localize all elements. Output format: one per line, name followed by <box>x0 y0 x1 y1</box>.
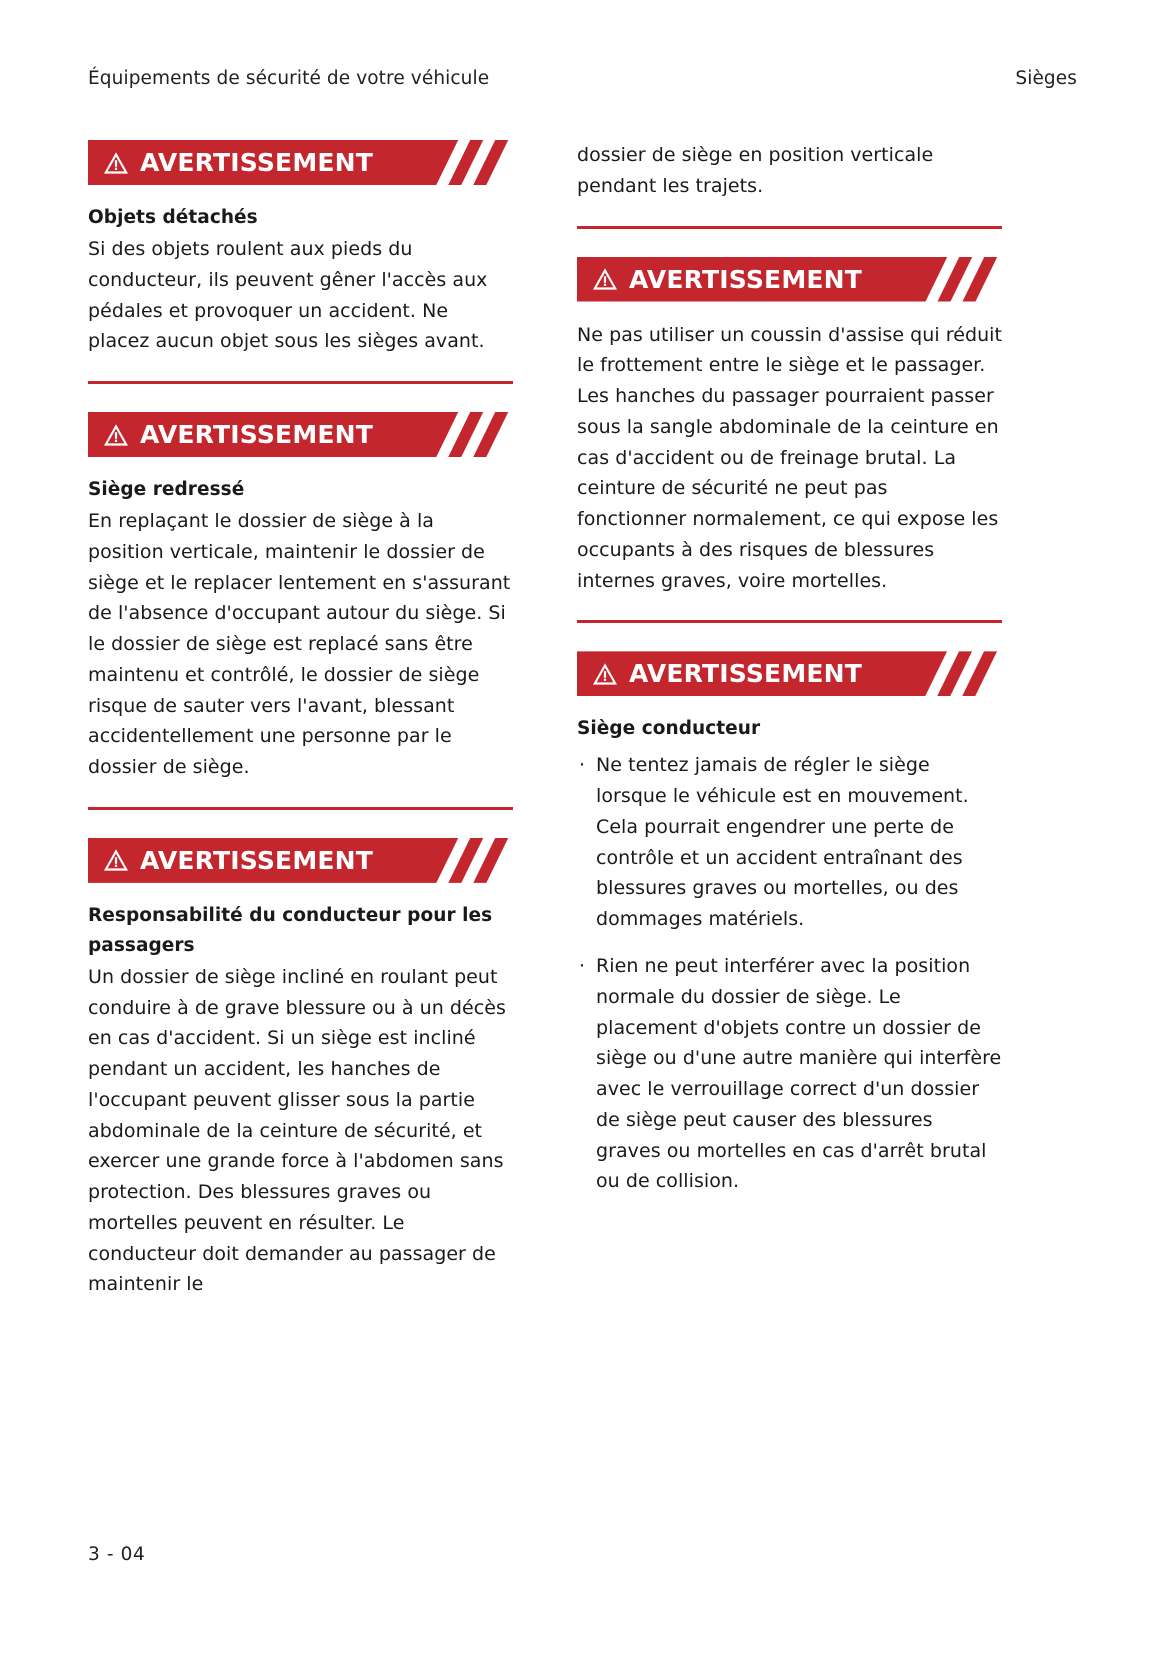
warning-banner <box>88 140 513 185</box>
section-divider <box>577 226 1002 229</box>
warning-banner-content <box>88 838 513 883</box>
warning-banner <box>577 651 1002 696</box>
warning-bullet-list <box>577 750 1002 1197</box>
running-header <box>88 68 1077 89</box>
warning-triangle-icon <box>592 662 618 686</box>
warning-triangle-icon <box>103 423 129 447</box>
warning-section-responsabilite-conducteur <box>88 838 513 1300</box>
warning-banner <box>88 838 513 883</box>
warning-subheading: Siège conducteur <box>577 718 761 740</box>
warning-section-coussin-assise <box>577 257 1002 597</box>
warning-body-text: En replaçant le dossier de siège à la position verticale, maintenir le dossier de siège et le replacer lentement en s'assurant de l'absence d'occupant autour du siège. Si le dossier de siège est replacé sans être maintenu et contrôlé, le dossier de siège risque de sauter vers l'avant, blessant accidentellement une personne par le dossier de siège. <box>88 510 511 779</box>
bullet-marker-icon: · <box>579 754 586 777</box>
warning-banner-label: AVERTISSEMENT <box>140 420 374 450</box>
list-item <box>577 750 1002 935</box>
warning-banner-label: AVERTISSEMENT <box>629 659 863 689</box>
warning-triangle-icon <box>103 151 129 175</box>
list-item-text: Ne tentez jamais de régler le siège lorsque le véhicule est en mouvement. Cela pourrait engendrer une perte de contrôle et un accident entraînant des blessures graves ou mortelles, ou des dommages matériels. <box>596 754 969 931</box>
warning-banner-label: AVERTISSEMENT <box>140 845 374 875</box>
warning-body-text: Un dossier de siège incliné en roulant peut conduire à de grave blessure ou à un décès en cas d'accident. Si un siège est incliné pendant un accident, les hanches de l'occupant peuvent glisser sous la partie abdominale de la ceinture de sécurité, et exercer une grande force à l'abdomen sans protection. Des blessures graves ou mortelles peuvent en résulter. Le conducteur doit demander au passager de maintenir le <box>88 965 506 1296</box>
warning-subheading: Objets détachés <box>88 207 258 228</box>
warning-banner-content <box>88 140 513 185</box>
page-columns <box>88 140 1077 1300</box>
warning-subheading: Responsabilité du conducteur pour les passagers <box>88 904 493 956</box>
warning-banner-content <box>577 257 1002 302</box>
warning-banner-label: AVERTISSEMENT <box>629 264 863 294</box>
right-column <box>577 140 1002 1300</box>
section-divider <box>88 807 513 810</box>
left-column <box>88 140 513 1300</box>
list-item <box>577 951 1002 1197</box>
warning-triangle-icon <box>103 848 129 872</box>
warning-body-text: Si des objets roulent aux pieds du conducteur, ils peuvent gêner l'accès aux pédales et provoquer un accident. Ne placez aucun objet sous les sièges avant. <box>88 237 488 353</box>
warning-banner <box>577 257 1002 302</box>
warning-section-siege-redresse <box>88 412 513 783</box>
list-item-text: Rien ne peut interférer avec la position normale du dossier de siège. Le placement d'objets contre un dossier de siège ou d'une autre manière qui interfère avec le verrouillage correct d'un dossier de siège peut causer des blessures graves ou mortelles en cas d'arrêt brutal ou de collision. <box>596 954 1002 1193</box>
page-number: 3 - 04 <box>88 1544 146 1565</box>
section-divider <box>88 381 513 384</box>
warning-triangle-icon <box>592 267 618 291</box>
section-divider <box>577 620 1002 623</box>
warning-banner-label: AVERTISSEMENT <box>140 148 374 177</box>
warning-banner-content <box>88 412 513 457</box>
warning-subheading: Siège redressé <box>88 479 245 501</box>
warning-section-siege-conducteur <box>577 651 1002 1197</box>
continued-body-text: dossier de siège en position verticale pendant les trajets. <box>577 144 934 197</box>
warning-banner <box>88 412 513 457</box>
bullet-marker-icon: · <box>579 954 586 977</box>
running-header-topic: Sièges <box>1015 68 1077 89</box>
warning-body-text: Ne pas utiliser un coussin d'assise qui réduit le frottement entre le siège et le passager. Les hanches du passager pourraient passer sous la sangle abdominale de la ceinture en cas d'accident ou de freinage brutal. La ceinture de sécurité ne peut pas fonctionner normalement, ce qui expose les occupants à des risques de blessures internes graves, voire mortelles. <box>577 323 1003 592</box>
warning-banner-content <box>577 651 1002 696</box>
running-header-section: Équipements de sécurité de votre véhicule <box>88 68 490 89</box>
warning-section-objets-detaches <box>88 140 513 357</box>
